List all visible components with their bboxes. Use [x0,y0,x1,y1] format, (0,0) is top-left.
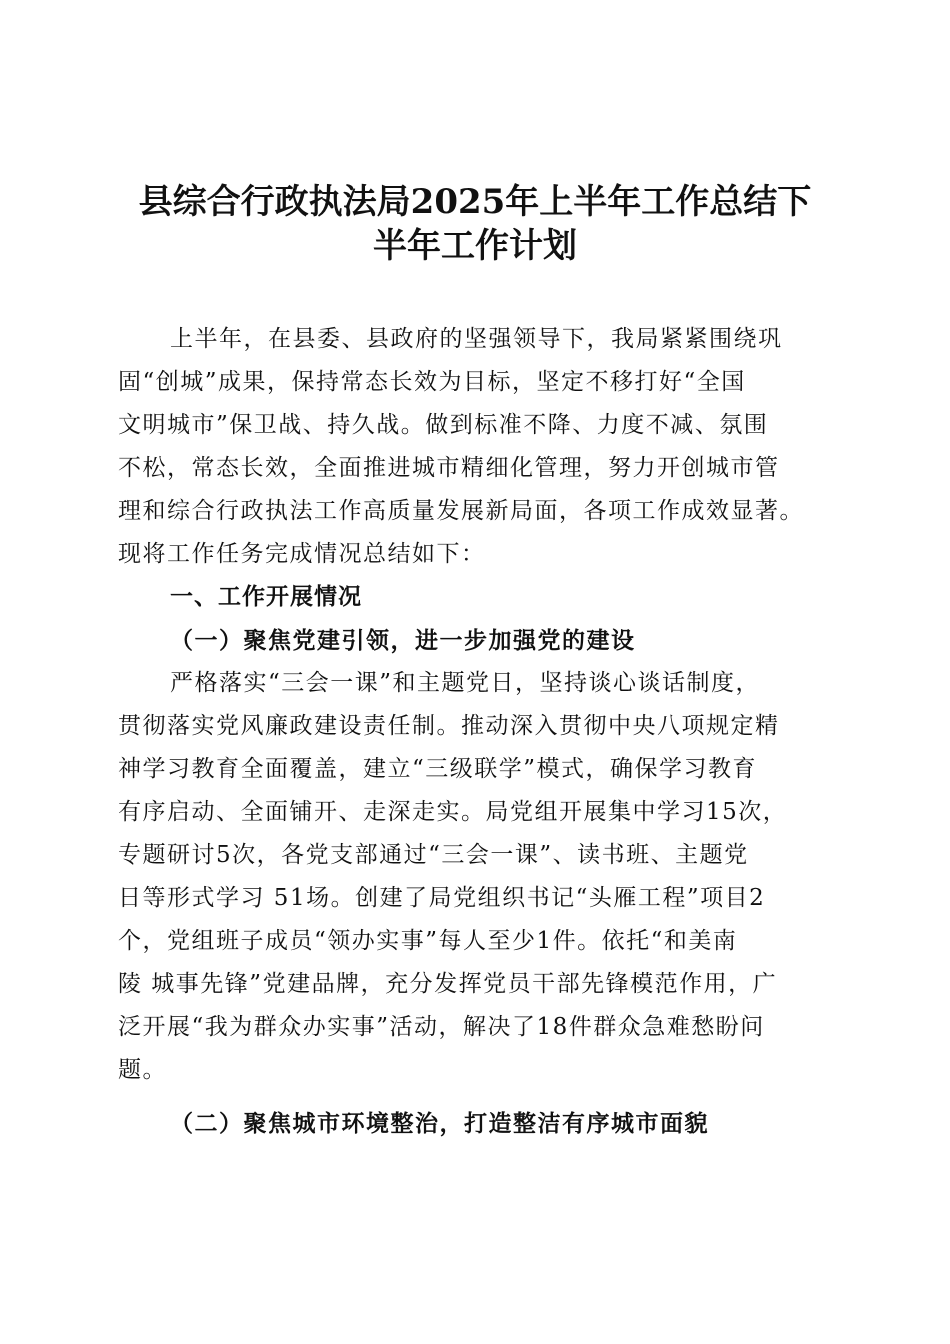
paragraph-line: 泛开展“我为群众办实事”活动，解决了18件群众急难愁盼问 [118,1014,765,1040]
subsection-heading: （一）聚焦党建引领，进一步加强党的建设 [170,627,636,654]
paragraph-line: 上半年，在县委、县政府的坚强领导下，我局紧紧围绕巩 [170,326,783,352]
paragraph-line: 严格落实“三会一课”和主题党日，坚持谈心谈话制度， [170,670,761,696]
title-line: 县综合行政执法局2025年上半年工作总结下 [138,182,812,222]
paragraph-line: 不松，常态长效，全面推进城市精细化管理，努力开创城市管 [118,455,780,481]
intro-paragraph [118,318,833,576]
paragraph-line: 个，党组班子成员“领办实事”每人至少1件。依托“和美南 [118,928,738,954]
paragraph-line: 题。 [118,1057,167,1083]
paragraph-line: 专题研讨5次，各党支部通过“三会一课”、读书班、主题党 [118,842,749,868]
paragraph-line: 理和综合行政执法工作高质量发展新局面，各项工作成效显著。 [118,498,804,524]
paragraph-line: 文明城市”保卫战、持久战。做到标准不降、力度不减、氛围 [118,412,769,438]
document-title [95,180,855,268]
document-body [118,318,833,1145]
paragraph-line: 日等形式学习 51场。创建了局党组织书记“头雁工程”项目2 [118,885,766,911]
paragraph-line: 现将工作任务完成情况总结如下： [118,541,486,567]
paragraph-line: 有序启动、全面铺开、走深走实。局党组开展集中学习15次， [118,799,788,825]
title-line: 半年工作计划 [373,226,577,266]
paragraph-line: 神学习教育全面覆盖，建立“三级联学”模式，确保学习教育 [118,756,758,782]
paragraph-line: 固“创城”成果，保持常态长效为目标，坚定不移打好“全国 [118,369,746,395]
paragraph-line: 陵 城事先锋”党建品牌，充分发挥党员干部先锋模范作用，广 [118,971,778,997]
subsection-heading: （二）聚焦城市环境整治，打造整洁有序城市面貌 [170,1110,709,1137]
party-building-paragraph [118,662,833,1092]
paragraph-line: 贯彻落实党风廉政建设责任制。推动深入贯彻中央八项规定精 [118,713,780,739]
section-heading: 一、工作开展情况 [170,584,362,610]
